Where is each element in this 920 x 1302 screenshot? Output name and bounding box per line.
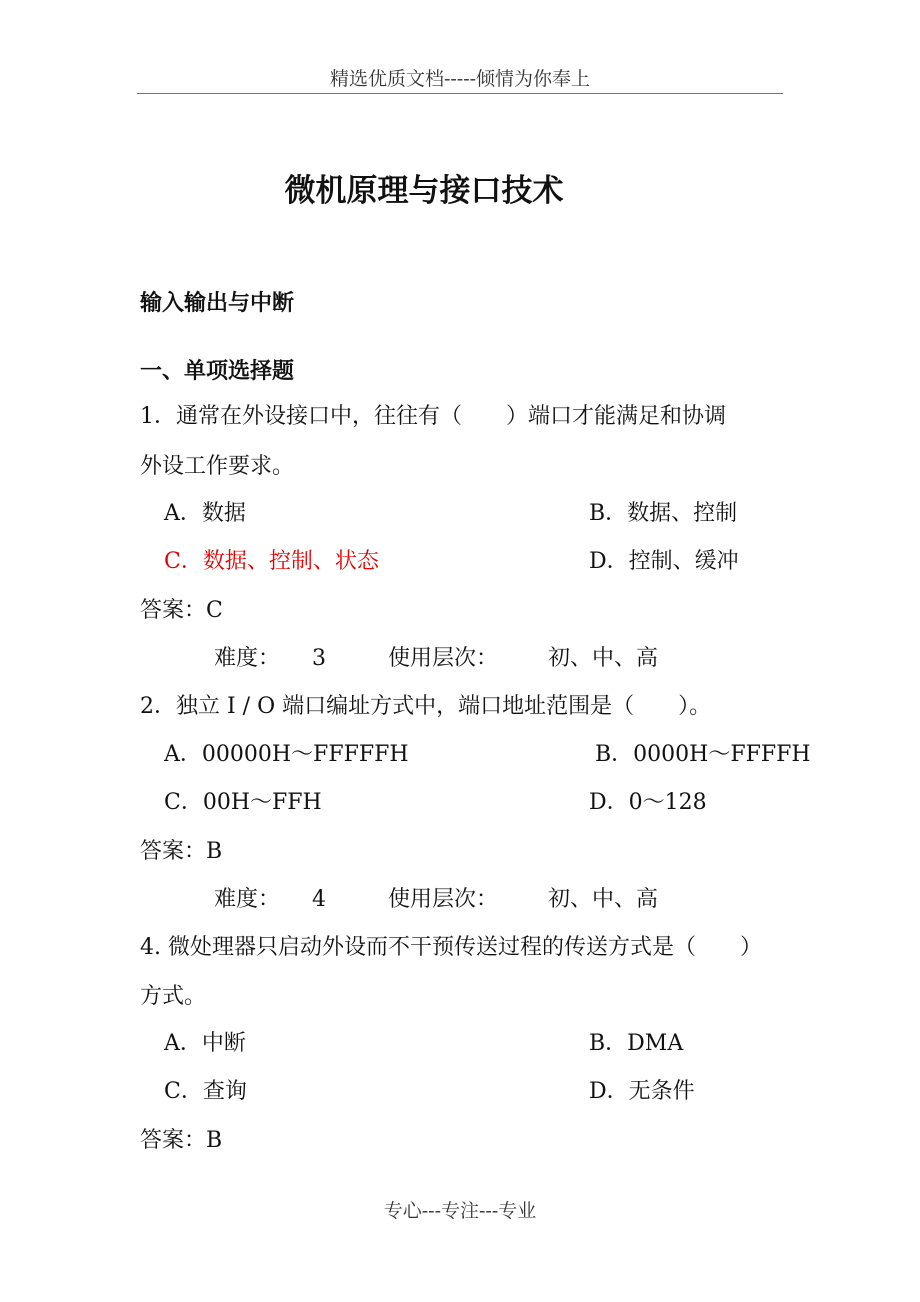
question-2-stem: 2．独立 I / O 端口编址方式中，端口地址范围是（ ）。 (140, 694, 712, 719)
question-1-option-b: B．数据、控制 (589, 501, 738, 526)
question-2-answer: 答案：B (140, 839, 223, 864)
question-4-option-c: C．查询 (164, 1079, 247, 1104)
question-4-option-d: D．无条件 (589, 1079, 695, 1104)
question-1-stem-continued: 外设工作要求。 (140, 454, 295, 479)
question-2-option-c: C．00H～FFH (164, 790, 322, 815)
question-2-difficulty-value: 4 (312, 887, 326, 912)
question-1-difficulty-value: 3 (312, 646, 326, 671)
question-1-difficulty-label: 难度： (214, 646, 281, 671)
question-4-stem: 4. 微处理器只启动外设而不干预传送过程的传送方式是（ ） (140, 935, 762, 960)
question-2-option-d: D．0～128 (589, 790, 707, 815)
question-2-level-value: 初、中、高 (548, 887, 659, 912)
question-4-option-b: B．DMA (589, 1031, 684, 1056)
question-4-answer: 答案：B (140, 1128, 223, 1153)
question-2-option-a: A．00000H～FFFFFH (164, 742, 409, 767)
page-footer: 专心---专注---专业 (383, 1200, 537, 1222)
question-4-option-a: A．中断 (164, 1031, 246, 1056)
question-2-level-label: 使用层次： (388, 887, 499, 912)
question-1-option-a: A．数据 (164, 501, 246, 526)
page-header: 精选优质文档-----倾情为你奉上 (329, 68, 591, 90)
document-title: 微机原理与接口技术 (284, 173, 564, 209)
question-1-level-label: 使用层次： (388, 646, 499, 671)
question-1-option-d: D．控制、缓冲 (589, 549, 739, 574)
question-1-option-c-correct: C．数据、控制、状态 (164, 549, 379, 574)
question-4-stem-continued: 方式。 (140, 984, 207, 1009)
subsection-heading: 一、单项选择题 (140, 359, 295, 384)
question-2-option-b: B．0000H～FFFFH (595, 742, 811, 767)
section-heading: 输入输出与中断 (140, 291, 295, 316)
question-2-difficulty-label: 难度： (214, 887, 281, 912)
header-divider (137, 93, 783, 94)
question-1-stem: 1．通常在外设接口中，往往有（ ）端口才能满足和协调 (140, 404, 726, 429)
question-1-level-value: 初、中、高 (548, 646, 659, 671)
question-1-answer: 答案：C (140, 598, 223, 623)
